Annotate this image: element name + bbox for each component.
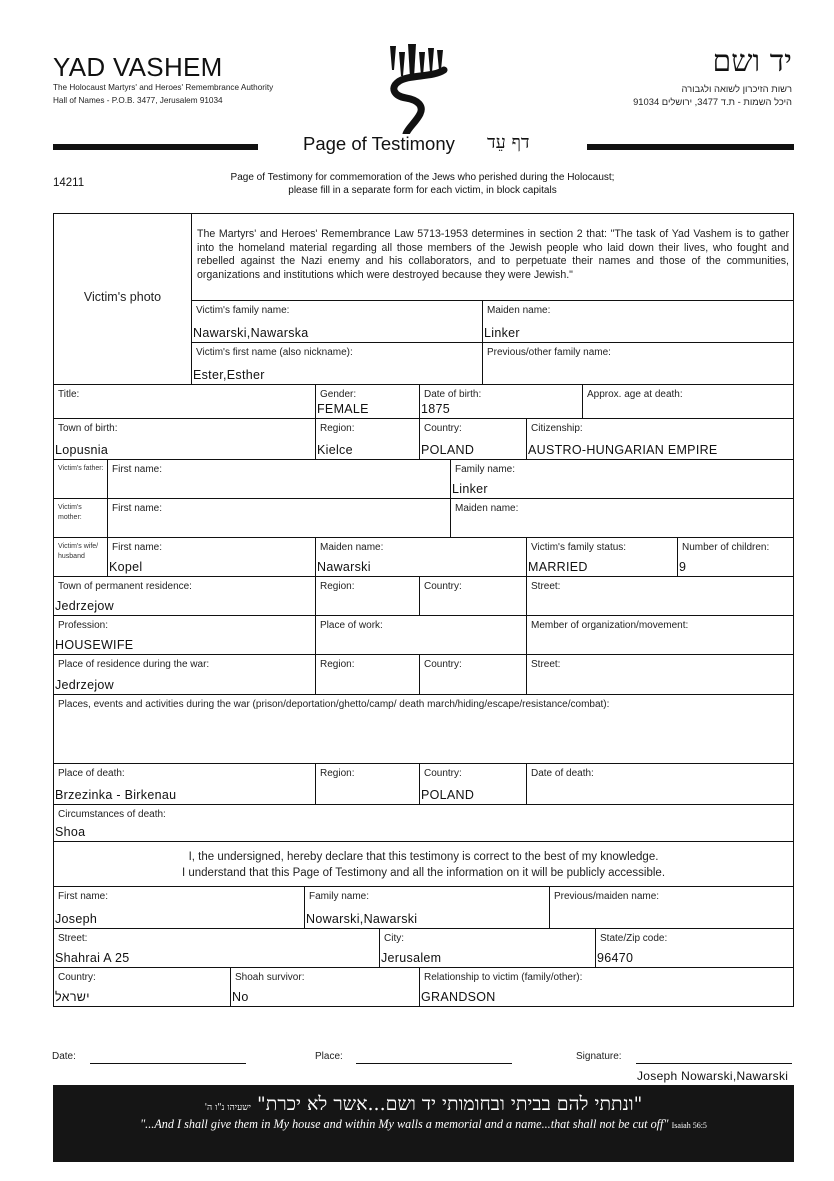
- place-of-death-field[interactable]: [53, 763, 316, 805]
- label: Country:: [424, 659, 462, 670]
- relationship-field[interactable]: [419, 967, 794, 1007]
- label: Previous/maiden name:: [554, 891, 660, 902]
- value: POLAND: [421, 788, 475, 802]
- gender-field[interactable]: [315, 384, 420, 419]
- label: Region:: [320, 423, 355, 434]
- submitter-country-field[interactable]: [53, 967, 231, 1007]
- signature-label: Signature:: [576, 1051, 622, 1062]
- value: MARRIED: [528, 560, 588, 574]
- label: Maiden name:: [320, 542, 384, 553]
- death-region-field[interactable]: [315, 763, 420, 805]
- label: Place of death:: [58, 768, 125, 779]
- war-street-field[interactable]: [526, 654, 794, 695]
- shoah-survivor-field[interactable]: [230, 967, 420, 1007]
- value: 96470: [597, 951, 634, 965]
- label: Town of permanent residence:: [58, 581, 192, 592]
- label: Family name:: [455, 464, 516, 475]
- label: Country:: [424, 423, 462, 434]
- place-of-work-field[interactable]: [315, 615, 527, 655]
- death-country-field[interactable]: [419, 763, 527, 805]
- age-at-death-field[interactable]: [582, 384, 794, 419]
- label: Member of organization/movement:: [531, 620, 689, 631]
- banner-hebrew-quote: "ונתתי להם בביתי ובחומותי יד ושם...אשר לא יכרת" ישעיהו נ"ו ה': [204, 1093, 643, 1115]
- label: Street:: [58, 933, 88, 944]
- org-address-he: היכל השמות - ת.ד 3477, ירושלים 91034: [633, 96, 792, 107]
- victim-photo-label: Victim's photo: [83, 290, 162, 304]
- value: FEMALE: [317, 402, 369, 416]
- victim-maiden-name-field[interactable]: [482, 300, 794, 343]
- value: Kopel: [109, 560, 143, 574]
- signer-name: Joseph Nowarski,Nawarski: [637, 1069, 789, 1083]
- org-subtitle-he: רשות הזיכרון לשואה ולגבורה: [681, 83, 792, 94]
- label: Number of children:: [682, 542, 770, 553]
- father-first-name-field[interactable]: [107, 459, 451, 499]
- label: Region:: [320, 659, 355, 670]
- spouse-maiden-name-field[interactable]: [315, 537, 527, 577]
- value: Jedrzejow: [55, 599, 114, 613]
- banner-hebrew-reference: ישעיהו נ"ו ה': [204, 1103, 251, 1113]
- victim-family-name-field[interactable]: [191, 300, 483, 343]
- label: First name:: [112, 464, 163, 475]
- page-title: Page of Testimony: [303, 133, 455, 154]
- value: 9: [679, 560, 687, 574]
- signature-line[interactable]: [636, 1062, 792, 1064]
- mother-side-label: Victim's mother:: [53, 498, 108, 538]
- label: Family name:: [309, 891, 370, 902]
- value: Joseph: [55, 912, 98, 926]
- label: First name:: [112, 503, 163, 514]
- testimony-form: [53, 213, 794, 1007]
- form-number: 14211: [53, 177, 85, 189]
- label: Street:: [531, 581, 561, 592]
- label: Region:: [320, 768, 355, 779]
- label: Victim's first name (also nickname):: [196, 347, 353, 358]
- label: State/Zip code:: [600, 933, 668, 944]
- banner-english-quote: "...And I shall give them in My house and within My walls a memorial and a name...that shall not be cut off" Isaiah 56:5: [140, 1117, 707, 1131]
- birth-country-field[interactable]: [419, 418, 527, 460]
- org-name-en: YAD VASHEM: [53, 52, 223, 82]
- intro-line-1: Page of Testimony for commemoration of the Jews who perished during the Holocaust;: [230, 172, 615, 183]
- father-family-name-field[interactable]: [450, 459, 794, 499]
- profession-field[interactable]: [53, 615, 316, 655]
- label: Date of death:: [531, 768, 594, 779]
- label: Maiden name:: [487, 305, 551, 316]
- submitter-first-name-field[interactable]: [53, 886, 305, 929]
- label: Relationship to victim (family/other):: [424, 972, 583, 983]
- date-label: Date:: [52, 1051, 76, 1062]
- label: City:: [384, 933, 404, 944]
- label: Street:: [531, 659, 561, 670]
- law-text: The Martyrs' and Heroes' Remembrance Law 5713-1953 determines in section 2 that: "The task of Yad Vashem is to gather into the homeland material regarding all those members of the Jewish people who laid down their lives, who fought and rebelled against the Nazi enemy and his collaborators, and to perpetuate their names and those of the communities, organizations and institutions which were destroyed because they were Jewish.": [191, 213, 794, 301]
- date-of-death-field[interactable]: [526, 763, 794, 805]
- submitter-city-field[interactable]: [379, 928, 596, 968]
- birth-region-field[interactable]: [315, 418, 420, 460]
- value: Jerusalem: [381, 951, 442, 965]
- place-label: Place:: [315, 1051, 343, 1062]
- residence-street-field[interactable]: [526, 576, 794, 616]
- town-of-birth-field[interactable]: [53, 418, 316, 460]
- father-side-label: Victim's father:: [53, 459, 108, 499]
- war-events-field[interactable]: [53, 694, 794, 764]
- value: Nawarski: [317, 560, 371, 574]
- intro-line-2: please fill in a separate form for each victim, in block capitals: [288, 185, 557, 196]
- label: Maiden name:: [455, 503, 519, 514]
- label: Country:: [424, 581, 462, 592]
- organization-field[interactable]: [526, 615, 794, 655]
- label: Title:: [58, 389, 80, 400]
- banner-english-reference: Isaiah 56:5: [671, 1121, 707, 1130]
- page-title-he: דף עֵד: [487, 132, 530, 153]
- value: Lopusnia: [55, 443, 109, 457]
- label: Previous/other family name:: [487, 347, 611, 358]
- label: First name:: [58, 891, 109, 902]
- value: No: [232, 990, 249, 1004]
- label: Date of birth:: [424, 389, 482, 400]
- org-address-en: Hall of Names - P.O.B. 3477, Jerusalem 91034: [53, 96, 223, 105]
- value: Linker: [452, 482, 488, 496]
- residence-town-field[interactable]: [53, 576, 316, 616]
- war-residence-field[interactable]: [53, 654, 316, 695]
- title-field[interactable]: [53, 384, 316, 419]
- value: ישראל: [55, 990, 90, 1004]
- number-of-children-field[interactable]: [677, 537, 794, 577]
- label: Country:: [424, 768, 462, 779]
- citizenship-field[interactable]: [526, 418, 794, 460]
- place-line[interactable]: [356, 1062, 512, 1064]
- label: Approx. age at death:: [587, 389, 683, 400]
- spouse-side-label: Victim's wife/ husband: [53, 537, 108, 577]
- value: Nowarski,Nawarski: [306, 912, 418, 926]
- submitter-family-name-field[interactable]: [304, 886, 550, 929]
- residence-region-field[interactable]: [315, 576, 420, 616]
- value: Ester,Esther: [193, 368, 265, 382]
- label: Profession:: [58, 620, 109, 631]
- circumstances-of-death-field[interactable]: [53, 804, 794, 842]
- label: Victim's family name:: [196, 305, 290, 316]
- quote-banner: [53, 1085, 794, 1162]
- value: HOUSEWIFE: [55, 638, 134, 652]
- org-name-he: יד ושם: [712, 44, 792, 79]
- title-rule-right: [587, 144, 794, 150]
- submitter-previous-name-field[interactable]: [549, 886, 794, 929]
- spouse-first-name-field[interactable]: [107, 537, 316, 577]
- date-line[interactable]: [90, 1062, 246, 1064]
- victim-previous-name-field[interactable]: [482, 342, 794, 385]
- label: Shoah survivor:: [235, 972, 305, 983]
- title-rule-left: [53, 144, 258, 150]
- org-subtitle-en: The Holocaust Martyrs' and Heroes' Remembrance Authority: [53, 83, 274, 92]
- declaration-text: [53, 841, 794, 887]
- label: Country:: [58, 972, 96, 983]
- war-region-field[interactable]: [315, 654, 420, 695]
- family-status-field[interactable]: [526, 537, 678, 577]
- value: Brzezinka - Birkenau: [55, 788, 177, 802]
- mother-maiden-name-field[interactable]: [450, 498, 794, 538]
- yad-vashem-logo-icon: [386, 44, 450, 134]
- value: Nawarski,Nawarska: [193, 326, 309, 340]
- intro-text: [190, 171, 655, 197]
- label: Region:: [320, 581, 355, 592]
- label: Gender:: [320, 389, 357, 400]
- value: Jedrzejow: [55, 678, 114, 692]
- label: First name:: [112, 542, 163, 553]
- mother-first-name-field[interactable]: [107, 498, 451, 538]
- value: AUSTRO-HUNGARIAN EMPIRE: [528, 443, 718, 457]
- declaration-line-2: I understand that this Page of Testimony and all the information on it will be publicly accessible.: [181, 867, 666, 879]
- value: POLAND: [421, 443, 475, 457]
- date-of-birth-field[interactable]: [419, 384, 583, 419]
- declaration-line-1: I, the undersigned, hereby declare that this testimony is correct to the best of my knowledge.: [188, 851, 659, 863]
- label: Place of work:: [320, 620, 383, 631]
- label: Places, events and activities during the war (prison/deportation/ghetto/camp/ death march/hiding/escape/resistance/combat):: [58, 699, 610, 710]
- value: Kielce: [317, 443, 353, 457]
- value: GRANDSON: [421, 990, 496, 1004]
- label: Circumstances of death:: [58, 809, 166, 820]
- war-country-field[interactable]: [419, 654, 527, 695]
- value: 1875: [421, 402, 451, 416]
- submitter-street-field[interactable]: [53, 928, 380, 968]
- residence-country-field[interactable]: [419, 576, 527, 616]
- label: Victim's family status:: [531, 542, 627, 553]
- value: Linker: [484, 326, 520, 340]
- value: Shahrai A 25: [55, 951, 130, 965]
- submitter-zip-field[interactable]: [595, 928, 794, 968]
- label: Town of birth:: [58, 423, 118, 434]
- label: Citizenship:: [531, 423, 583, 434]
- label: Place of residence during the war:: [58, 659, 210, 670]
- victim-first-name-field[interactable]: [191, 342, 483, 385]
- victim-photo-box[interactable]: [53, 213, 192, 385]
- value: Shoa: [55, 825, 86, 839]
